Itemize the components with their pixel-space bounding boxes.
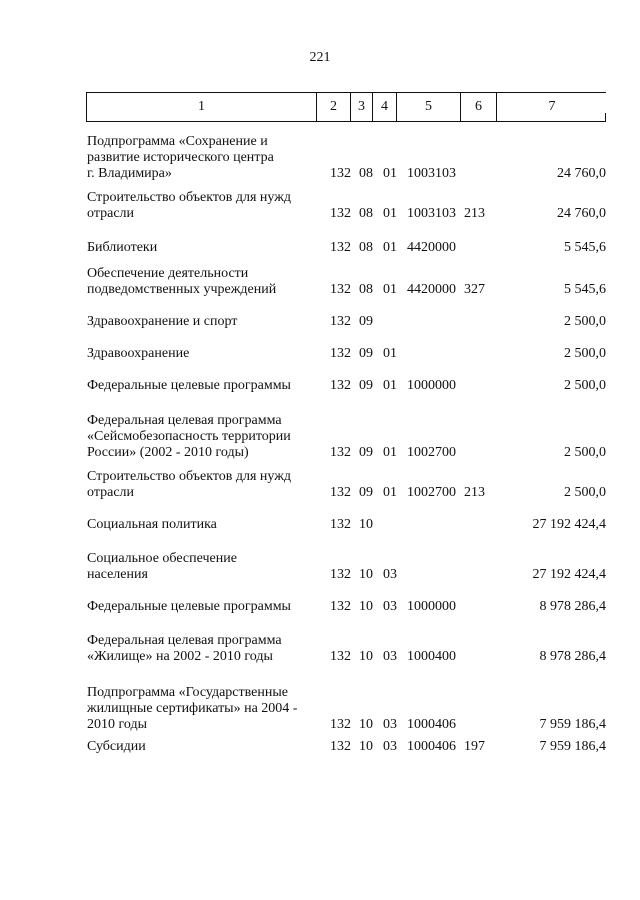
row-code-ministry: 132 (330, 517, 351, 532)
row-name (87, 685, 322, 733)
row-name (87, 413, 322, 461)
table-row (0, 413, 640, 461)
row-code-section: 10 (359, 599, 373, 614)
row-amount: 2 500,0 (564, 314, 606, 329)
row-amount: 8 978 286,4 (539, 599, 606, 614)
row-code-target: 1002700 (407, 445, 456, 460)
row-name-line: г. Владимира» (87, 166, 172, 181)
row-name-line: Социальная политика (87, 517, 217, 532)
header-col-3: 3 (351, 93, 373, 121)
header-col-6: 6 (461, 93, 497, 121)
row-code-subsection: 01 (383, 282, 397, 297)
row-code-subsection: 03 (383, 567, 397, 582)
row-name-line: жилищные сертификаты» на 2004 - (87, 701, 298, 716)
table-row (0, 739, 640, 755)
row-amount: 27 192 424,4 (532, 517, 606, 532)
row-code-expense: 213 (464, 485, 485, 500)
row-code-ministry: 132 (330, 445, 351, 460)
row-name (87, 599, 322, 615)
row-name (87, 314, 322, 330)
row-amount: 27 192 424,4 (532, 567, 606, 582)
row-name-line: Федеральная целевая программа (87, 633, 282, 648)
row-code-ministry: 132 (330, 649, 351, 664)
row-code-target: 1003103 (407, 166, 456, 181)
row-code-subsection: 01 (383, 166, 397, 181)
row-code-subsection: 01 (383, 445, 397, 460)
row-amount: 2 500,0 (564, 378, 606, 393)
row-name-line: Подпрограмма «Государственные (87, 685, 288, 700)
table-row (0, 517, 640, 533)
row-code-target: 1003103 (407, 206, 456, 221)
row-name (87, 190, 322, 222)
row-code-ministry: 132 (330, 166, 351, 181)
row-name-line: Федеральные целевые программы (87, 599, 291, 614)
row-name (87, 266, 322, 298)
row-name (87, 134, 322, 182)
table-row (0, 240, 640, 256)
row-code-section: 10 (359, 517, 373, 532)
row-code-ministry: 132 (330, 240, 351, 255)
row-amount: 24 760,0 (557, 166, 606, 181)
row-code-section: 09 (359, 314, 373, 329)
row-code-section: 10 (359, 717, 373, 732)
row-name (87, 378, 322, 394)
row-name (87, 551, 322, 583)
row-name-line: Обеспечение деятельности (87, 266, 249, 281)
row-code-target: 1000406 (407, 717, 456, 732)
row-name-line: Библиотеки (87, 240, 158, 255)
header-col-5: 5 (397, 93, 461, 121)
row-name-line: «Жилище» на 2002 - 2010 годы (87, 649, 273, 664)
row-name-line: 2010 годы (87, 717, 148, 732)
header-col-1: 1 (87, 93, 317, 121)
table-row (0, 266, 640, 298)
row-code-target: 1000400 (407, 649, 456, 664)
row-code-target: 4420000 (407, 240, 456, 255)
row-code-ministry: 132 (330, 485, 351, 500)
row-code-ministry: 132 (330, 739, 351, 754)
table-header (86, 92, 606, 122)
row-code-section: 09 (359, 485, 373, 500)
row-name-line: Федеральные целевые программы (87, 378, 291, 393)
row-code-target: 4420000 (407, 282, 456, 297)
table-row (0, 551, 640, 583)
row-code-target: 1000406 (407, 739, 456, 754)
row-name (87, 240, 322, 256)
row-code-section: 10 (359, 567, 373, 582)
row-amount: 7 959 186,4 (539, 739, 606, 754)
row-code-subsection: 01 (383, 485, 397, 500)
row-amount: 5 545,6 (564, 240, 606, 255)
row-code-ministry: 132 (330, 346, 351, 361)
row-name (87, 469, 322, 501)
row-amount: 7 959 186,4 (539, 717, 606, 732)
row-amount: 5 545,6 (564, 282, 606, 297)
row-code-target: 1000000 (407, 378, 456, 393)
page-number: 221 (309, 50, 331, 65)
table-row (0, 599, 640, 615)
row-code-subsection: 01 (383, 378, 397, 393)
row-name-line: отрасли (87, 206, 135, 221)
row-name-line: населения (87, 567, 148, 582)
row-code-expense: 197 (464, 739, 485, 754)
row-code-section: 10 (359, 739, 373, 754)
row-name-line: «Сейсмобезопасность территории (87, 429, 291, 444)
table-row (0, 314, 640, 330)
row-code-ministry: 132 (330, 567, 351, 582)
row-name-line: развитие исторического центра (87, 150, 274, 165)
table-row (0, 633, 640, 665)
row-code-ministry: 132 (330, 378, 351, 393)
row-code-ministry: 132 (330, 599, 351, 614)
row-code-ministry: 132 (330, 282, 351, 297)
row-code-section: 08 (359, 166, 373, 181)
row-code-expense: 213 (464, 206, 485, 221)
row-code-subsection: 03 (383, 599, 397, 614)
row-code-section: 09 (359, 445, 373, 460)
row-name (87, 517, 322, 533)
row-code-ministry: 132 (330, 206, 351, 221)
row-amount: 24 760,0 (557, 206, 606, 221)
row-name-line: Здравоохранение и спорт (87, 314, 238, 329)
row-name (87, 633, 322, 665)
row-name-line: Подпрограмма «Сохранение и (87, 134, 268, 149)
table-row (0, 134, 640, 182)
row-name-line: Строительство объектов для нужд (87, 190, 292, 205)
header-col-4: 4 (373, 93, 397, 121)
row-amount: 2 500,0 (564, 485, 606, 500)
row-code-subsection: 03 (383, 649, 397, 664)
row-name (87, 346, 322, 362)
row-code-subsection: 03 (383, 739, 397, 754)
row-name-line: России» (2002 - 2010 годы) (87, 445, 249, 460)
row-name-line: подведомственных учреждений (87, 282, 277, 297)
row-code-section: 08 (359, 282, 373, 297)
table-row (0, 346, 640, 362)
row-code-section: 09 (359, 346, 373, 361)
table-row (0, 685, 640, 733)
row-code-subsection: 01 (383, 206, 397, 221)
row-name-line: Строительство объектов для нужд (87, 469, 292, 484)
row-code-ministry: 132 (330, 314, 351, 329)
row-code-subsection: 01 (383, 346, 397, 361)
row-code-section: 08 (359, 240, 373, 255)
row-name-line: Здравоохранение (87, 346, 190, 361)
row-code-section: 08 (359, 206, 373, 221)
row-name-line: отрасли (87, 485, 135, 500)
table-row (0, 190, 640, 222)
header-col-2: 2 (317, 93, 351, 121)
header-right-tick (605, 113, 606, 121)
row-code-expense: 327 (464, 282, 485, 297)
row-name (87, 739, 322, 755)
row-amount: 2 500,0 (564, 346, 606, 361)
row-code-subsection: 03 (383, 717, 397, 732)
row-code-ministry: 132 (330, 717, 351, 732)
row-amount: 2 500,0 (564, 445, 606, 460)
row-name-line: Федеральная целевая программа (87, 413, 282, 428)
row-name-line: Субсидии (87, 739, 146, 754)
row-code-target: 1000000 (407, 599, 456, 614)
row-code-subsection: 01 (383, 240, 397, 255)
header-col-7: 7 (548, 99, 556, 114)
row-code-section: 10 (359, 649, 373, 664)
row-code-section: 09 (359, 378, 373, 393)
table-row (0, 378, 640, 394)
row-code-target: 1002700 (407, 485, 456, 500)
row-amount: 8 978 286,4 (539, 649, 606, 664)
row-name-line: Социальное обеспечение (87, 551, 237, 566)
table-row (0, 469, 640, 501)
